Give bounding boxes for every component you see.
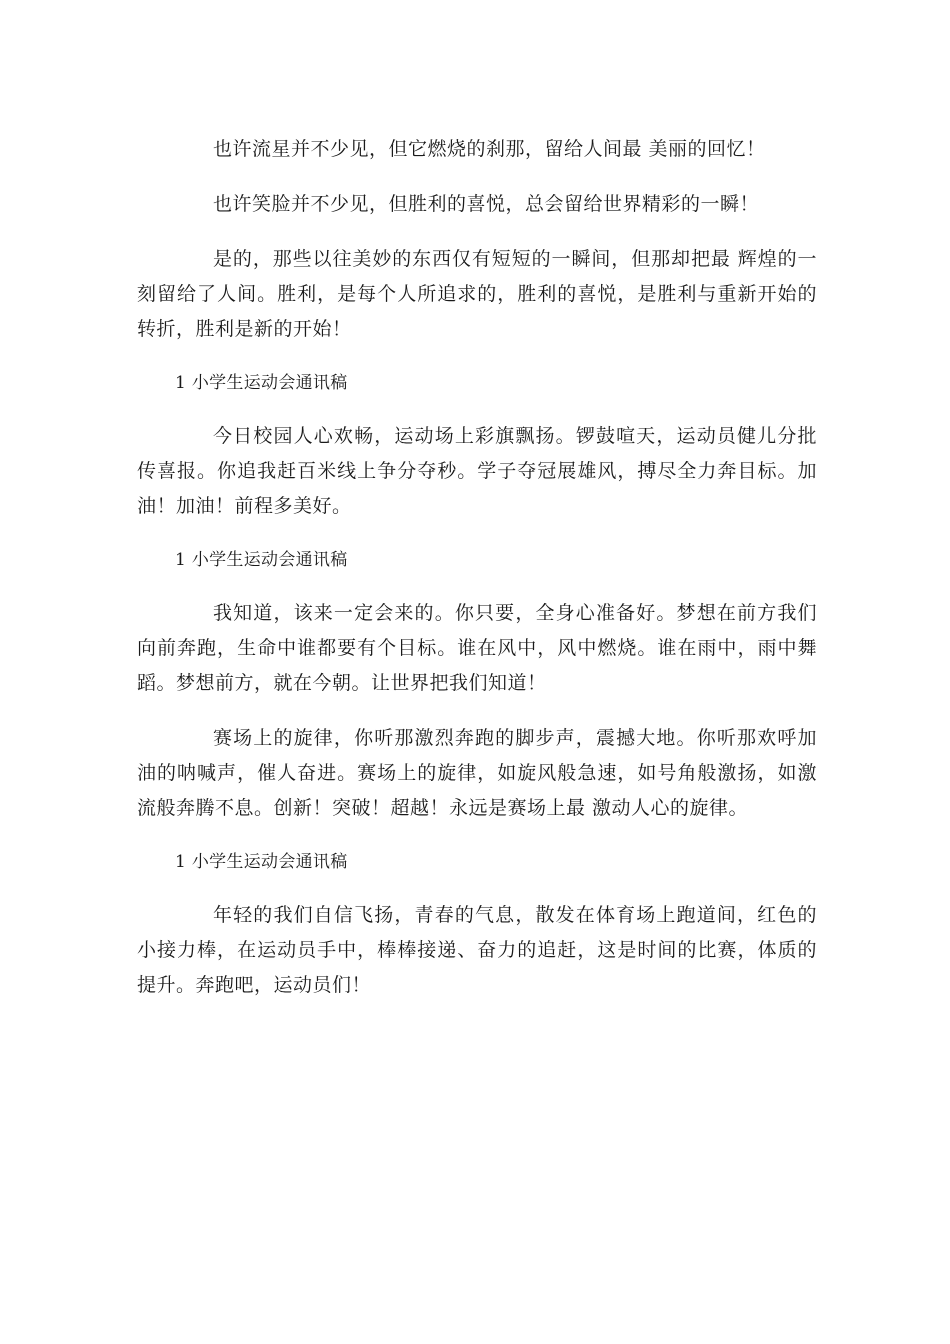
paragraph-dream: 我知道，该来一定会来的。你只要，全身心准备好。梦想在前方我们向前奔跑，生命中谁都要有个目标。谁在风中，风中燃烧。谁在雨中，雨中舞蹈。梦想前方，就在今朝。让世界把我们知道！ — [137, 602, 817, 694]
document-body — [137, 132, 817, 1023]
section-heading: 1 小学生运动会通讯稿 — [175, 852, 348, 872]
paragraph-melody: 赛场上的旋律，你听那激烈奔跑的脚步声，震撼大地。你听那欢呼加油的呐喊声，催人奋进。赛场上的旋律，如旋风般急速，如号角般激扬，如激流般奔腾不息。创新！突破！超越！永远是赛场上最 激动人心的旋律。 — [137, 727, 817, 819]
paragraph-meteor: 也许流星并不少见，但它燃烧的刹那，留给人间最 美丽的回忆！ — [213, 138, 766, 160]
paragraph-campus: 今日校园人心欢畅，运动场上彩旗飘扬。锣鼓喧天，运动员健儿分批传喜报。你追我赶百米线上争分夺秒。学子夺冠展雄风，搏尽全力奔目标。加油！加油！前程多美好。 — [137, 425, 817, 517]
section-heading: 1 小学生运动会通讯稿 — [175, 550, 348, 570]
section-heading: 1 小学生运动会通讯稿 — [175, 373, 348, 393]
paragraph-relay: 年轻的我们自信飞扬，青春的气息，散发在体育场上跑道间，红色的小接力棒，在运动员手中，棒棒接递、奋力的追赶，这是时间的比赛，体质的提升。奔跑吧，运动员们！ — [137, 904, 817, 996]
paragraph-victory: 是的，那些以往美妙的东西仅有短短的一瞬间，但那却把最 辉煌的一刻留给了人间。胜利，是每个人所追求的，胜利的喜悦，是胜利与重新开始的转折，胜利是新的开始！ — [137, 248, 817, 340]
paragraph-smile: 也许笑脸并不少见，但胜利的喜悦，总会留给世界精彩的一瞬！ — [213, 193, 760, 215]
